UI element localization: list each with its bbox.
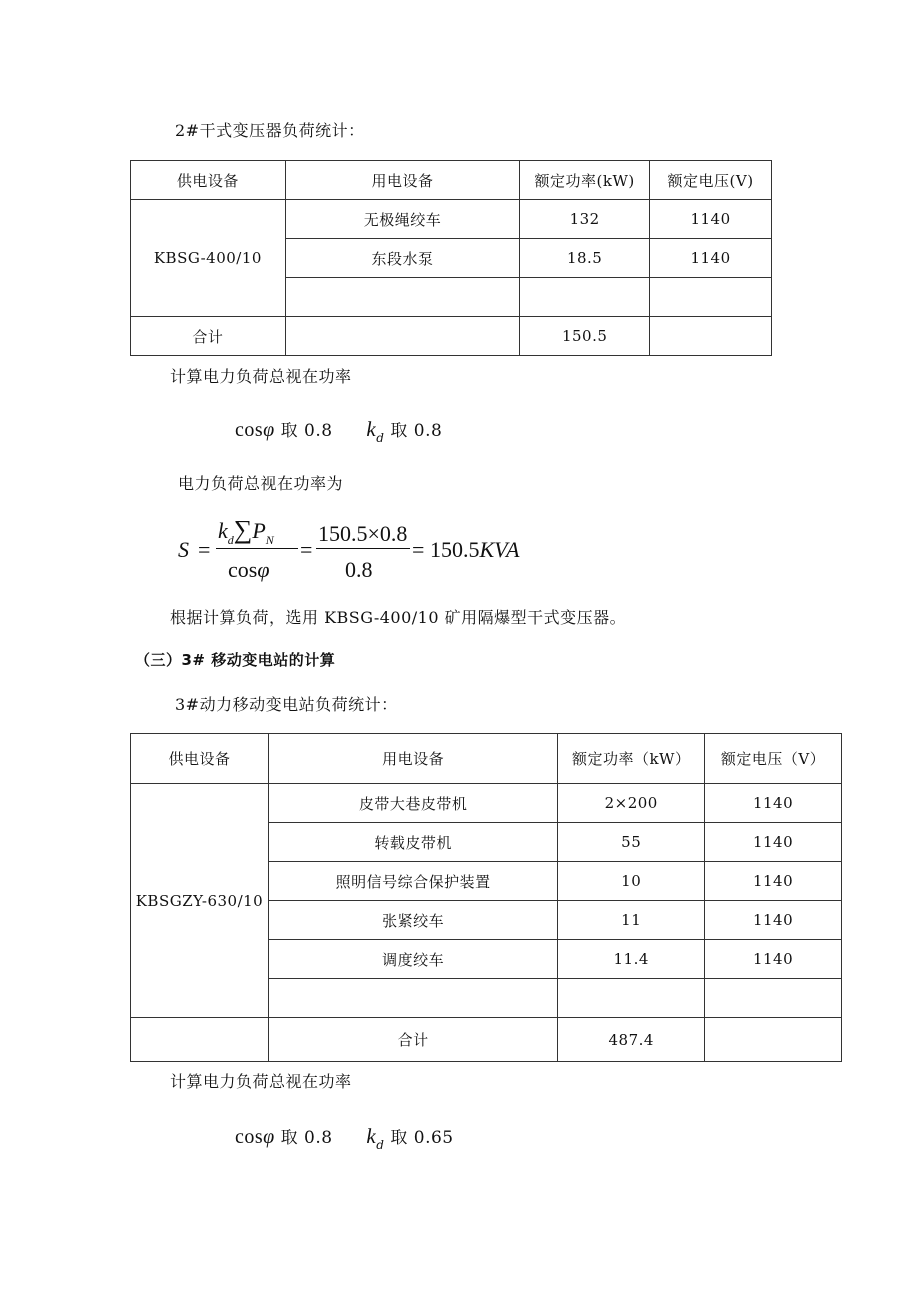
header-device: 用电设备 (268, 734, 557, 784)
table-header-row (131, 161, 772, 200)
table-row (131, 200, 772, 239)
phi-symbol: φ (263, 419, 275, 441)
formula-den-2: 0.8 (345, 557, 373, 582)
header-power: 额定功率（kW） (558, 734, 705, 784)
cos-value: 取 0.8 (280, 1128, 333, 1148)
voltage-cell: 1140 (650, 239, 772, 278)
device-cell: 皮带大巷皮带机 (268, 784, 557, 823)
num-p-sub: N (265, 533, 274, 547)
device-cell: 东段水泵 (285, 239, 519, 278)
voltage-cell: 1140 (705, 862, 842, 901)
table-header-row (131, 734, 842, 784)
power-cell (520, 278, 650, 317)
total-power: 150.5 (520, 317, 650, 356)
voltage-cell: 1140 (705, 940, 842, 979)
total-power: 487.4 (558, 1018, 705, 1062)
device-cell: 调度绞车 (268, 940, 557, 979)
header-device: 用电设备 (285, 161, 519, 200)
device-cell: 张紧绞车 (268, 901, 557, 940)
section-3-heading: （三）3# 移动变电站的计算 (135, 651, 336, 669)
device-cell: 转载皮带机 (268, 823, 557, 862)
table-total-row (131, 317, 772, 356)
fraction-bar-1 (216, 548, 298, 549)
header-supply: 供电设备 (131, 734, 269, 784)
formula-eq-2: = (300, 537, 313, 562)
phi-symbol: φ (263, 1126, 275, 1148)
table-total-row (131, 1018, 842, 1062)
power-cell: 132 (520, 200, 650, 239)
formula-eq: = (198, 537, 211, 562)
header-voltage: 额定电压（V） (705, 734, 842, 784)
formula-result: 150.5KVA (430, 537, 520, 562)
den-cos: cos (228, 557, 258, 582)
power-cell: 11 (558, 901, 705, 940)
total-voltage-empty (705, 1018, 842, 1062)
power-cell: 2×200 (558, 784, 705, 823)
conclusion: 根据计算负荷，选用 KBSG-400/10 矿用隔爆型干式变压器。 (170, 608, 627, 627)
table-row (131, 784, 842, 823)
voltage-cell: 1140 (650, 200, 772, 239)
device-cell: 无极绳绞车 (285, 200, 519, 239)
total-label: 合计 (131, 317, 286, 356)
header-supply: 供电设备 (131, 161, 286, 200)
voltage-cell (650, 278, 772, 317)
formula-eq-3: = (412, 537, 425, 562)
apparent-power-formula (178, 515, 538, 585)
cos-symbol: cos (235, 419, 264, 441)
device-cell: 照明信号综合保护装置 (268, 862, 557, 901)
kd-symbol: k (366, 1124, 377, 1148)
supply-cell: KBSGZY-630/10 (131, 784, 269, 1018)
voltage-cell: 1140 (705, 784, 842, 823)
num-p: P (252, 518, 266, 543)
total-supply-empty (131, 1018, 269, 1062)
section-3-intro: 3#动力移动变电站负荷统计： (175, 695, 398, 714)
header-power: 额定功率(kW) (520, 161, 650, 200)
power-cell (558, 979, 705, 1018)
den-phi: φ (257, 557, 270, 582)
num-k-sub: d (227, 533, 234, 547)
power-cell: 55 (558, 823, 705, 862)
param-line-2 (235, 1124, 454, 1152)
calc-label-2: 计算电力负荷总视在功率 (170, 1072, 352, 1091)
section-2-intro: 2#干式变压器负荷统计： (175, 121, 365, 140)
supply-cell: KBSG-400/10 (131, 200, 286, 317)
total-voltage-empty (650, 317, 772, 356)
voltage-cell (705, 979, 842, 1018)
kd-value: 取 0.8 (390, 421, 443, 441)
num-k: k (218, 518, 228, 543)
formula-denominator (228, 557, 270, 583)
formula-num-2: 150.5×0.8 (318, 521, 408, 546)
voltage-cell: 1140 (705, 823, 842, 862)
fraction-bar-2 (316, 548, 410, 549)
param-line (235, 417, 443, 445)
device-cell (285, 278, 519, 317)
formula-lhs: S (178, 537, 189, 562)
power-cell: 18.5 (520, 239, 650, 278)
device-cell (268, 979, 557, 1018)
kd-subscript: d (376, 431, 385, 445)
kd-value: 取 0.65 (390, 1128, 454, 1148)
substation-3-load-table (130, 733, 842, 1062)
sum-symbol: ∑ (233, 515, 253, 544)
calc-label: 计算电力负荷总视在功率 (170, 367, 352, 386)
result-label: 电力负荷总视在功率为 (178, 474, 344, 493)
kd-symbol: k (366, 417, 377, 441)
cos-value: 取 0.8 (280, 421, 333, 441)
header-voltage: 额定电压(V) (650, 161, 772, 200)
voltage-cell: 1140 (705, 901, 842, 940)
power-cell: 11.4 (558, 940, 705, 979)
kd-subscript: d (376, 1138, 385, 1152)
total-label: 合计 (268, 1018, 557, 1062)
total-device-empty (285, 317, 519, 356)
power-cell: 10 (558, 862, 705, 901)
cos-symbol: cos (235, 1126, 264, 1148)
formula-numerator (218, 515, 274, 545)
transformer-2-load-table (130, 160, 772, 356)
